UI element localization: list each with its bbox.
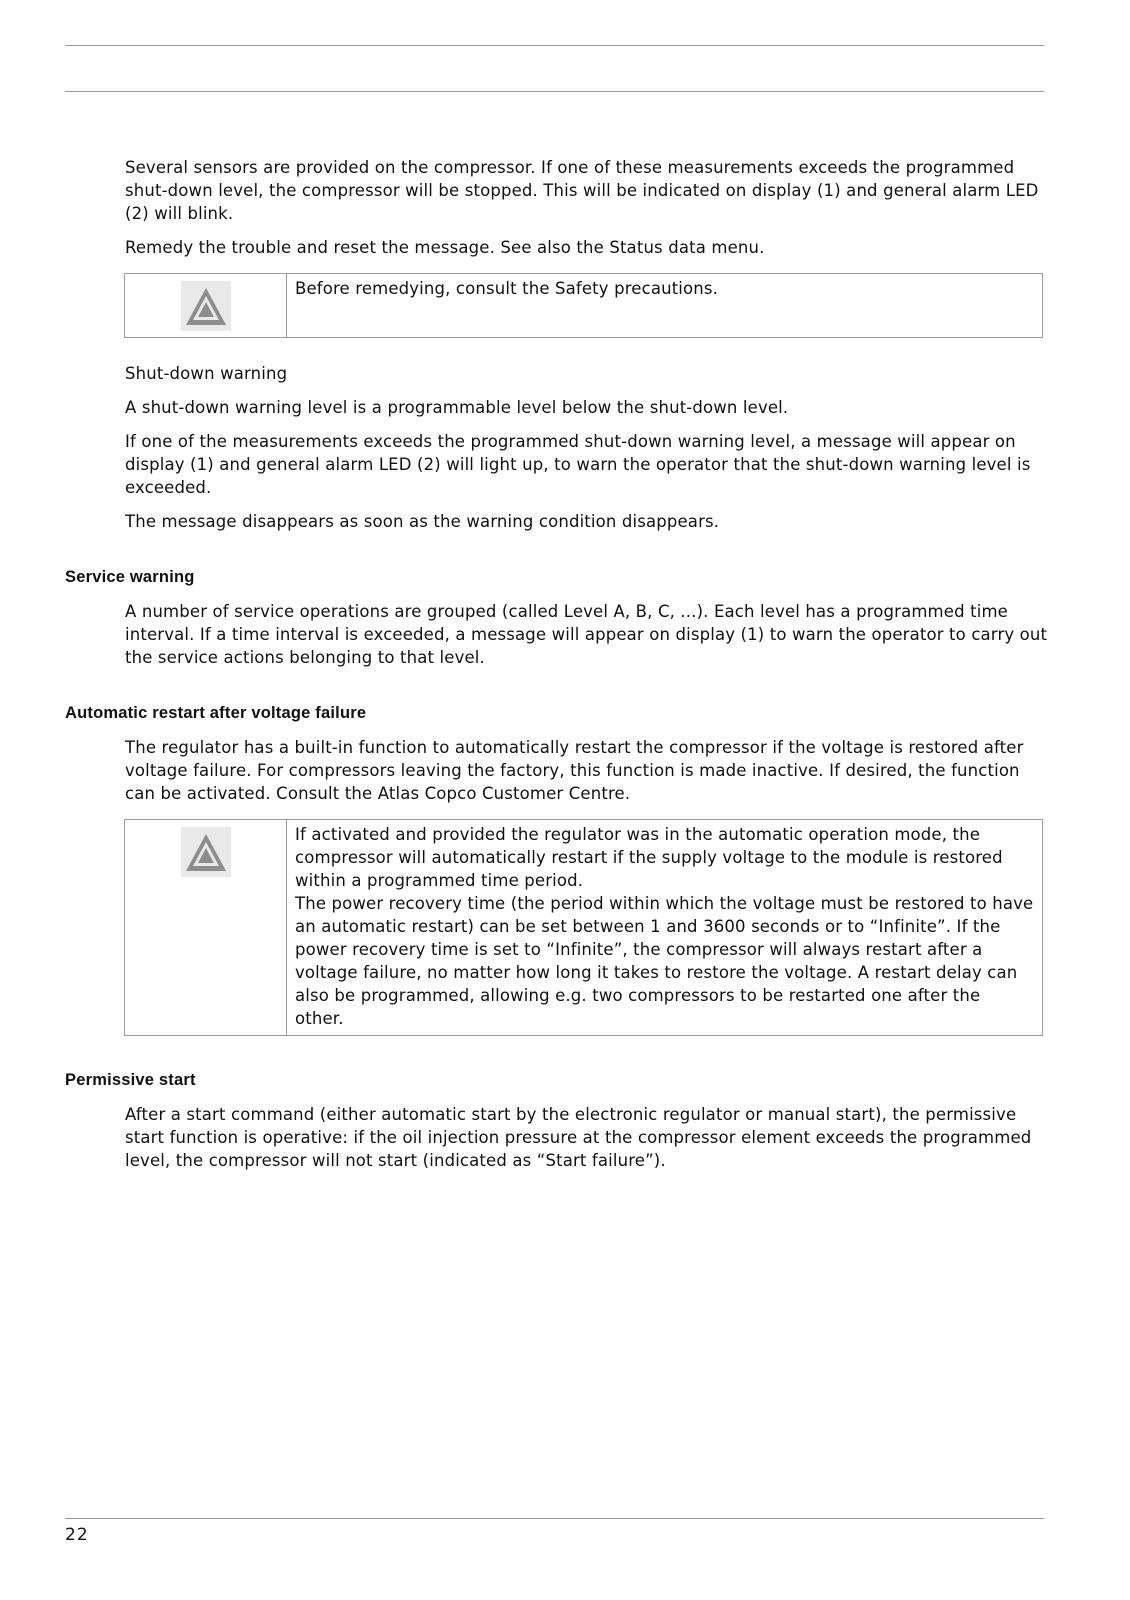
auto-restart-text: The regulator has a built-in function to automatically restart the compressor if the voltage is restored after voltage failure. For compressors leaving the factory, this function is made inactive. If desired, the function can be activated. Consult the Atlas Copco Customer Centre. bbox=[125, 738, 1024, 803]
auto-restart-note-box bbox=[124, 819, 1043, 1036]
auto-restart-heading: Automatic restart after voltage failure bbox=[65, 704, 367, 722]
header-rule-top bbox=[65, 45, 1044, 46]
service-warning-text: A number of service operations are grouped (called Level A, B, C, ...). Each level has a programmed time interval. If a time interval is exceeded, a message will appear on display (1) to warn the operator to carry out the service actions belonging to that level. bbox=[125, 602, 1048, 667]
remedy-paragraph: Remedy the trouble and reset the message. See also the Status data menu. bbox=[125, 238, 765, 257]
warning-triangle-icon bbox=[181, 281, 231, 331]
warning-triangle-icon bbox=[181, 827, 231, 877]
safety-note-text: Before remedying, consult the Safety precautions. bbox=[295, 279, 719, 298]
header-rule-bottom bbox=[65, 91, 1044, 92]
note-icon-cell bbox=[125, 274, 287, 337]
shutdown-warning-description: If one of the measurements exceeds the programmed shut-down warning level, a message will appear on display (1) and general alarm LED (2) will light up, to warn the operator that the shut-down warning level is exceeded. bbox=[125, 432, 1031, 497]
note-body bbox=[287, 274, 1042, 337]
footer-rule bbox=[65, 1518, 1044, 1519]
page-number: 22 bbox=[65, 1525, 89, 1545]
auto-restart-note-line1: If activated and provided the regulator was in the automatic operation mode, the compressor will automatically restart if the supply voltage to the module is restored within a programmed time period. bbox=[295, 825, 1003, 890]
safety-note-box bbox=[124, 273, 1043, 338]
auto-restart-note-line2: The power recovery time (the period within which the voltage must be restored to have an automatic restart) can be set between 1 and 3600 seconds or to “Infinite”. If the power recovery time is set to “Infinite”, the compressor will always restart after a voltage failure, no matter how long it takes to restore the voltage. A restart delay can also be programmed, allowing e.g. two compressors to be restarted one after the other. bbox=[295, 894, 1034, 1028]
shutdown-warning-definition: A shut-down warning level is a programmable level below the shut-down level. bbox=[125, 398, 789, 417]
note-body bbox=[287, 820, 1042, 1035]
shutdown-warning-title: Shut-down warning bbox=[125, 364, 288, 383]
permissive-start-text: After a start command (either automatic start by the electronic regulator or manual start), the permissive start function is operative: if the oil injection pressure at the compressor element exceeds the programmed level, the compressor will not start (indicated as “Start failure”). bbox=[125, 1105, 1032, 1170]
page-body bbox=[65, 156, 1050, 1172]
intro-paragraph: Several sensors are provided on the compressor. If one of these measurements exceeds the programmed shut-down level, the compressor will be stopped. This will be indicated on display (1) and general alarm LED (2) will blink. bbox=[125, 158, 1039, 223]
note-icon-cell bbox=[125, 820, 287, 1035]
shutdown-warning-clear: The message disappears as soon as the warning condition disappears. bbox=[125, 512, 720, 531]
permissive-start-heading: Permissive start bbox=[65, 1071, 196, 1089]
service-warning-heading: Service warning bbox=[65, 568, 195, 586]
